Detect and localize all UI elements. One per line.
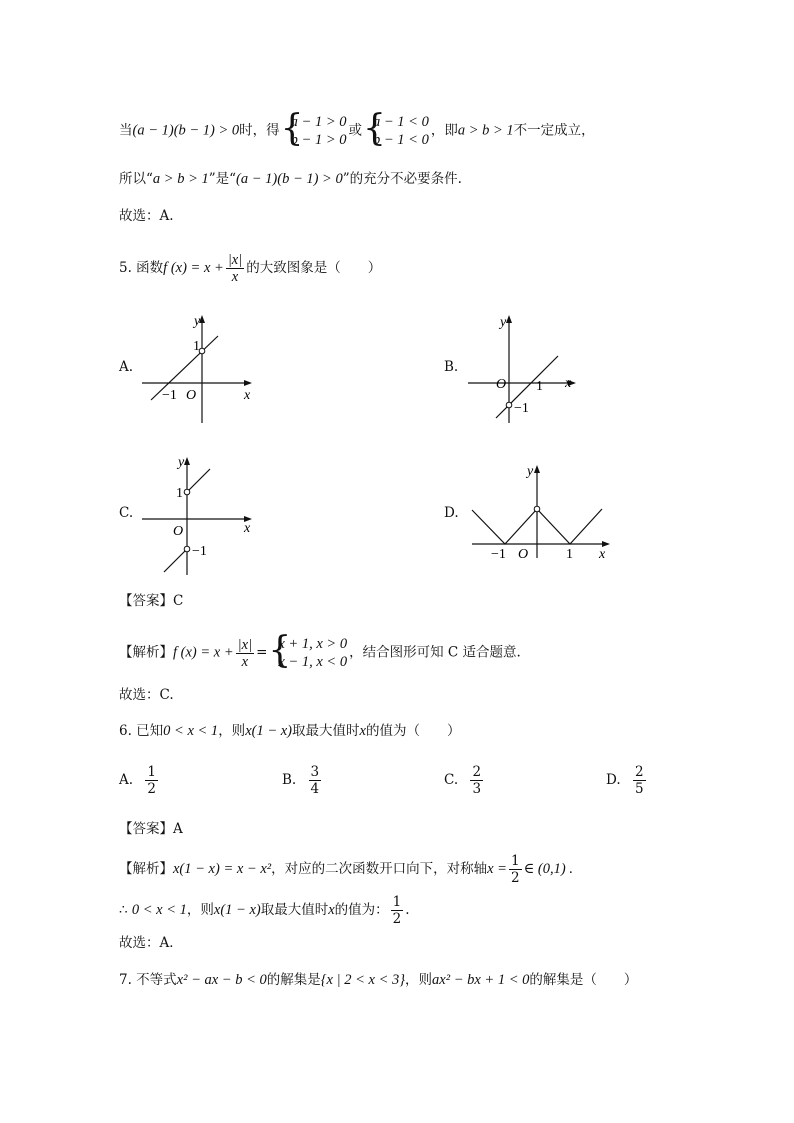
one-label: 1 [566, 547, 573, 562]
answer-choice-line: 故选：A. [119, 208, 174, 224]
origin-label: O [518, 547, 529, 562]
system-2: { a − 1 < 0 b − 1 < 0 [363, 108, 429, 149]
solution-line-2: 所以“a > b > 1”是“(a − 1)(b − 1) > 0”的充分不必要条件. [119, 171, 462, 187]
option-6-c[interactable]: C. $\frac{2}{3}$ [444, 764, 482, 797]
answer-6: 【答案】A [119, 821, 183, 837]
one-label: 1 [176, 486, 183, 501]
origin-label: O [496, 377, 507, 392]
neg-one-label: −1 [162, 388, 177, 403]
neg-one-label: −1 [491, 547, 506, 562]
solution-5: 【解析】f (x) = x + $\frac{|x|}{x}$ = { x + 1, x > 0 x − 1, x < 0 ，结合图形可知 C 适合题意. [119, 630, 521, 671]
fraction: $\frac{1}{2}$ [510, 853, 520, 886]
option-a-label[interactable]: A. [119, 359, 134, 375]
option-b-label[interactable]: B. [444, 359, 459, 375]
fraction: $\frac{|x|}{x}$ [227, 252, 243, 285]
y-axis-label: y [527, 464, 534, 479]
origin-label: O [173, 524, 184, 539]
option-c-label[interactable]: C. [119, 505, 134, 521]
question-7: 7. 不等式x² − ax − b < 0的解集是{x | 2 < x < 3}，则ax² − bx + 1 < 0的解集是（ ） [119, 972, 638, 988]
one-label: 1 [536, 379, 543, 394]
solution-line-1: 当(a − 1)(b − 1) > 0时，得 { a − 1 > 0 b − 1 > 0 或 { a − 1 < 0 b − 1 < 0 ，即a > b > 1不一定成立， [119, 108, 595, 149]
option-6-a[interactable]: A. $\frac{1}{2}$ [119, 764, 156, 797]
x-axis-label: x [565, 376, 572, 391]
one-label: 1 [193, 339, 200, 354]
x-axis-label: x [244, 388, 251, 403]
neg-one-label: −1 [192, 544, 207, 559]
neg-one-label: −1 [514, 401, 529, 416]
option-6-d[interactable]: D. $\frac{2}{5}$ [606, 764, 644, 797]
question-6: 6. 已知0 < x < 1，则x(1 − x)取最大值时x的值为（ ） [119, 723, 461, 739]
y-axis-label: y [194, 314, 201, 329]
piecewise-system: { x + 1, x > 0 x − 1, x < 0 [268, 630, 348, 671]
fraction: $\frac{|x|}{x}$ [237, 636, 253, 670]
x-axis-label: x [244, 521, 251, 536]
origin-label: O [186, 388, 197, 403]
option-d-label[interactable]: D. [444, 505, 459, 521]
graph-d[interactable] [468, 458, 618, 568]
system-1: { a − 1 > 0 b − 1 > 0 [280, 108, 347, 149]
question-5: 5. 函数f (x) = x + $\frac{|x|}{x}$ 的大致图象是（ ） [119, 252, 382, 285]
graph-c[interactable] [140, 450, 270, 580]
solution-6: 【解析】x(1 − x) = x − x²，对应的二次函数开口向下，对称轴x = $\frac{1}{2}$ ∈ (0,1) . [119, 853, 573, 886]
x-axis-label: x [599, 547, 606, 562]
y-axis-label: y [178, 455, 185, 470]
fraction: $\frac{1}{2}$ [392, 894, 402, 927]
answer-choice-6: 故选：A． [119, 935, 183, 951]
y-axis-label: y [500, 315, 507, 330]
answer-choice-5: 故选：C. [119, 687, 174, 703]
graph-b[interactable] [462, 308, 592, 428]
option-6-b[interactable]: B. $\frac{3}{4}$ [282, 764, 320, 797]
solution-6-b: ∴ 0 < x < 1，则x(1 − x)取最大值时x的值为： $\frac{1}{2}$ . [119, 894, 410, 927]
graph-a[interactable] [140, 308, 270, 428]
answer-5: 【答案】C [119, 593, 184, 609]
